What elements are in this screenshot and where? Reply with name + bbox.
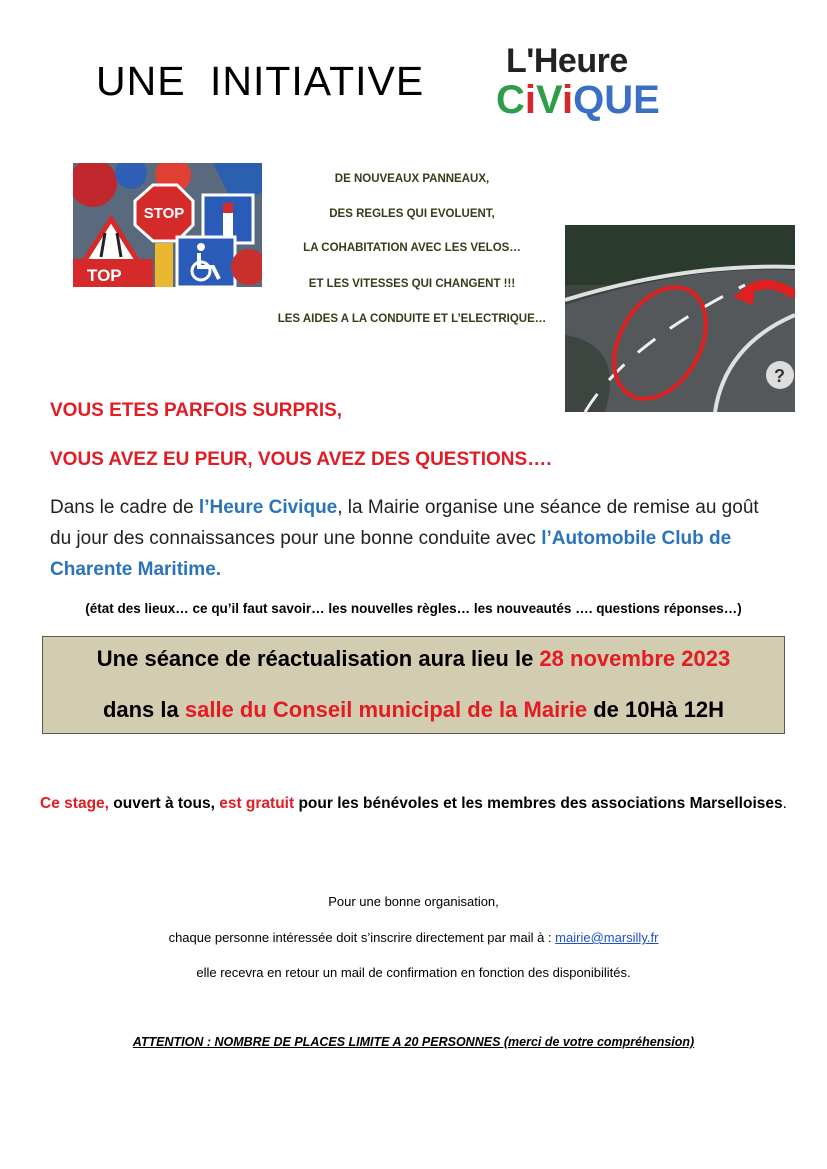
session-place: salle du Conseil municipal de la Mairie	[184, 697, 588, 722]
email-link[interactable]: mairie@marsilly.fr	[555, 930, 659, 945]
road-signs-image	[73, 163, 262, 287]
intro-line: ET LES VITESSES QUI CHANGENT !!!	[308, 278, 516, 290]
intro-line: LA COHABITATION AVEC LES VELOS…	[303, 242, 521, 254]
session-date: 28 novembre 2023	[539, 646, 731, 671]
stage-info: Ce stage, ouvert à tous, est gratuit pour les bénévoles et les membres des associations Marselloises.	[40, 795, 787, 812]
headline: VOUS ETES PARFOIS SURPRIS,	[50, 400, 343, 421]
svg-text:?: ?	[774, 366, 785, 386]
heure-civique-text: l’Heure Civique	[198, 497, 338, 518]
svg-text:TOP: TOP	[87, 266, 122, 285]
para-text: Dans le cadre de	[50, 497, 199, 518]
road-curve-image	[565, 225, 795, 412]
session-time: de 10Hà 12H	[587, 697, 725, 722]
para-text: , la Mairie organise une séance de remise au goût du jour des connaissances pour une bonne conduite avec	[50, 497, 759, 549]
headline: VOUS AVEZ EU PEUR, VOUS AVEZ DES QUESTIONS….	[50, 449, 552, 470]
logo-line1: L'Heure	[506, 42, 628, 80]
logo-line2: CiViQUE	[496, 78, 660, 122]
session-place-line: dans la salle du Conseil municipal de la Mairie de 10Hà 12H	[102, 697, 725, 722]
intro-line: DE NOUVEAUX PANNEAUX,	[334, 173, 490, 185]
intro-line: DES REGLES QUI EVOLUENT,	[329, 208, 495, 220]
automobile-club-text: l’Automobile Club de Charente Maritime.	[50, 528, 732, 580]
intro-line: LES AIDES A LA CONDUITE ET L’ELECTRIQUE…	[277, 313, 547, 325]
session-date-line: Une séance de réactualisation aura lieu le 28 novembre 2023	[96, 646, 731, 671]
topics-note: (état des lieux… ce qu’il faut savoir… les nouvelles règles… les nouveautés …. questions réponses…)	[85, 601, 742, 616]
attention-notice: ATTENTION : NOMBRE DE PLACES LIMITE A 20 PERSONNES (merci de votre compréhension)	[132, 1035, 695, 1049]
session-box	[42, 636, 785, 734]
registration-line: chaque personne intéressée doit s’inscrire directement par mail à : mairie@marsilly.fr	[168, 930, 659, 945]
svg-text:STOP: STOP	[143, 205, 185, 222]
heure-civique-logo	[496, 40, 696, 136]
confirmation-line: elle recevra en retour un mail de confirmation en fonction des disponibilités.	[196, 965, 631, 980]
description-paragraph	[50, 492, 760, 585]
organisation-line: Pour une bonne organisation,	[328, 894, 499, 909]
page-title: UNE INITIATIVE	[96, 58, 425, 104]
